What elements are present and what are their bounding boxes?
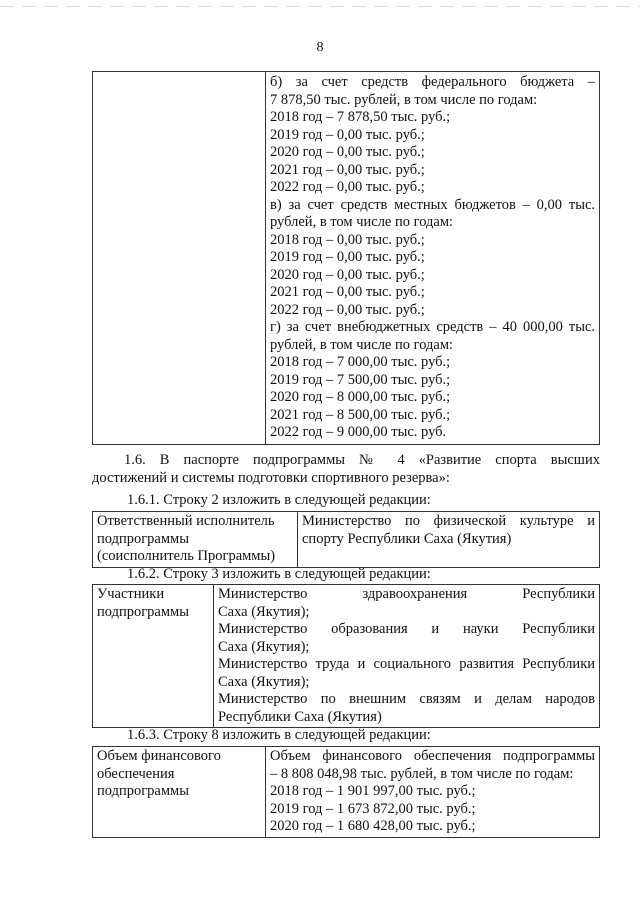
text-line: Саха (Якутия); bbox=[218, 673, 310, 690]
text-line: рублей, в том числе по годам: bbox=[270, 214, 454, 230]
text-line: 2020 год – 8 000,00 тыс. руб.; bbox=[270, 389, 451, 405]
text-line: 2020 год – 0,00 тыс. руб.; bbox=[270, 144, 425, 160]
text-line: в) за счет средств местных бюджетов – 0,00 тыс. bbox=[270, 196, 595, 213]
text-line: подпрограммы bbox=[97, 530, 189, 547]
scan-artifact-line bbox=[0, 6, 640, 7]
text-line: б) за счет средств федерального бюджета – bbox=[270, 74, 595, 90]
text-line: 2022 год – 9 000,00 тыс. руб. bbox=[270, 424, 447, 440]
table-financing-volume bbox=[92, 746, 600, 838]
text-line: рублей, в том числе по годам: bbox=[270, 336, 454, 353]
text-line: 1.6. В паспорте подпрограммы № 4 «Развитие спорта высших bbox=[124, 452, 600, 468]
text-line: (соисполнитель Программы) bbox=[97, 548, 276, 564]
text-line: Объем финансового bbox=[97, 748, 221, 764]
text-line: 2019 год – 7 500,00 тыс. руб.; bbox=[270, 371, 451, 388]
table3-left-cell bbox=[93, 585, 214, 728]
text-line: 2021 год – 0,00 тыс. руб.; bbox=[270, 161, 425, 178]
text-line: 2019 год – 1 673 872,00 тыс. руб.; bbox=[270, 800, 476, 817]
text-line: 2018 год – 0,00 тыс. руб.; bbox=[270, 231, 425, 248]
text-line: 2018 год – 7 878,50 тыс. руб.; bbox=[270, 109, 451, 125]
text-line: – 8 808 048,98 тыс. рублей, в том числе по годам: bbox=[270, 765, 574, 782]
table2-right-cell bbox=[298, 512, 600, 568]
text-line: подпрограммы bbox=[97, 603, 189, 620]
text-line: 2020 год – 0,00 тыс. руб.; bbox=[270, 266, 425, 283]
text-line: Республики Саха (Якутия) bbox=[218, 708, 382, 725]
table4-right-cell bbox=[266, 747, 600, 838]
paragraph-1-6-3: 1.6.3. Строку 8 изложить в следующей редакции: bbox=[127, 727, 431, 743]
text-line: 2018 год – 1 901 997,00 тыс. руб.; bbox=[270, 783, 476, 799]
text-line: г) за счет внебюджетных средств – 40 000,00 тыс. bbox=[270, 319, 595, 335]
text-line: 2022 год – 0,00 тыс. руб.; bbox=[270, 301, 425, 318]
paragraph-1-6-2: 1.6.2. Строку 3 изложить в следующей редакции: bbox=[127, 566, 431, 582]
text-line: достижений и системы подготовки спортивного резерва»: bbox=[92, 469, 450, 486]
text-line: Министерство здравоохранения Республики bbox=[218, 586, 595, 602]
text-line: 2021 год – 0,00 тыс. руб.; bbox=[270, 284, 425, 300]
text-line: 2019 год – 0,00 тыс. руб.; bbox=[270, 126, 425, 143]
text-line: 2019 год – 0,00 тыс. руб.; bbox=[270, 249, 425, 265]
table3-right-cell bbox=[214, 585, 600, 728]
text-line: Министерство труда и социального развития Республики bbox=[218, 656, 595, 672]
text-line: 7 878,50 тыс. рублей, в том числе по годам: bbox=[270, 91, 538, 108]
text-line: подпрограммы bbox=[97, 783, 189, 799]
paragraph-1-6-1: 1.6.1. Строку 2 изложить в следующей редакции: bbox=[127, 492, 431, 508]
text-line: 2018 год – 7 000,00 тыс. руб.; bbox=[270, 354, 451, 370]
text-line: спорту Республики Саха (Якутия) bbox=[302, 530, 512, 547]
text-line: Саха (Якутия); bbox=[218, 603, 310, 620]
text-line: Министерство образования и науки Республики bbox=[218, 621, 595, 637]
page-number: 8 bbox=[316, 40, 324, 55]
table2-left-cell bbox=[93, 512, 298, 568]
table-participants bbox=[92, 584, 600, 728]
paragraph-1-6 bbox=[92, 452, 600, 487]
table-funding-continued bbox=[92, 71, 600, 445]
table1-left-cell bbox=[93, 72, 266, 445]
table-responsible-executor bbox=[92, 511, 600, 568]
text-line: Саха (Якутия); bbox=[218, 638, 310, 655]
text-line: обеспечения bbox=[97, 765, 175, 782]
text-line: Министерство по физической культуре и bbox=[302, 513, 595, 529]
text-line: 2022 год – 0,00 тыс. руб.; bbox=[270, 179, 425, 195]
table1-right-cell bbox=[266, 72, 600, 445]
text-line: Объем финансового обеспечения подпрограммы bbox=[270, 748, 595, 764]
text-line: 2021 год – 8 500,00 тыс. руб.; bbox=[270, 406, 451, 423]
text-line: Участники bbox=[97, 586, 165, 602]
text-line: Ответственный исполнитель bbox=[97, 513, 275, 529]
text-line: 2020 год – 1 680 428,00 тыс. руб.; bbox=[270, 818, 476, 834]
table4-left-cell bbox=[93, 747, 266, 838]
text-line: Министерство по внешним связям и делам народов bbox=[218, 691, 595, 707]
